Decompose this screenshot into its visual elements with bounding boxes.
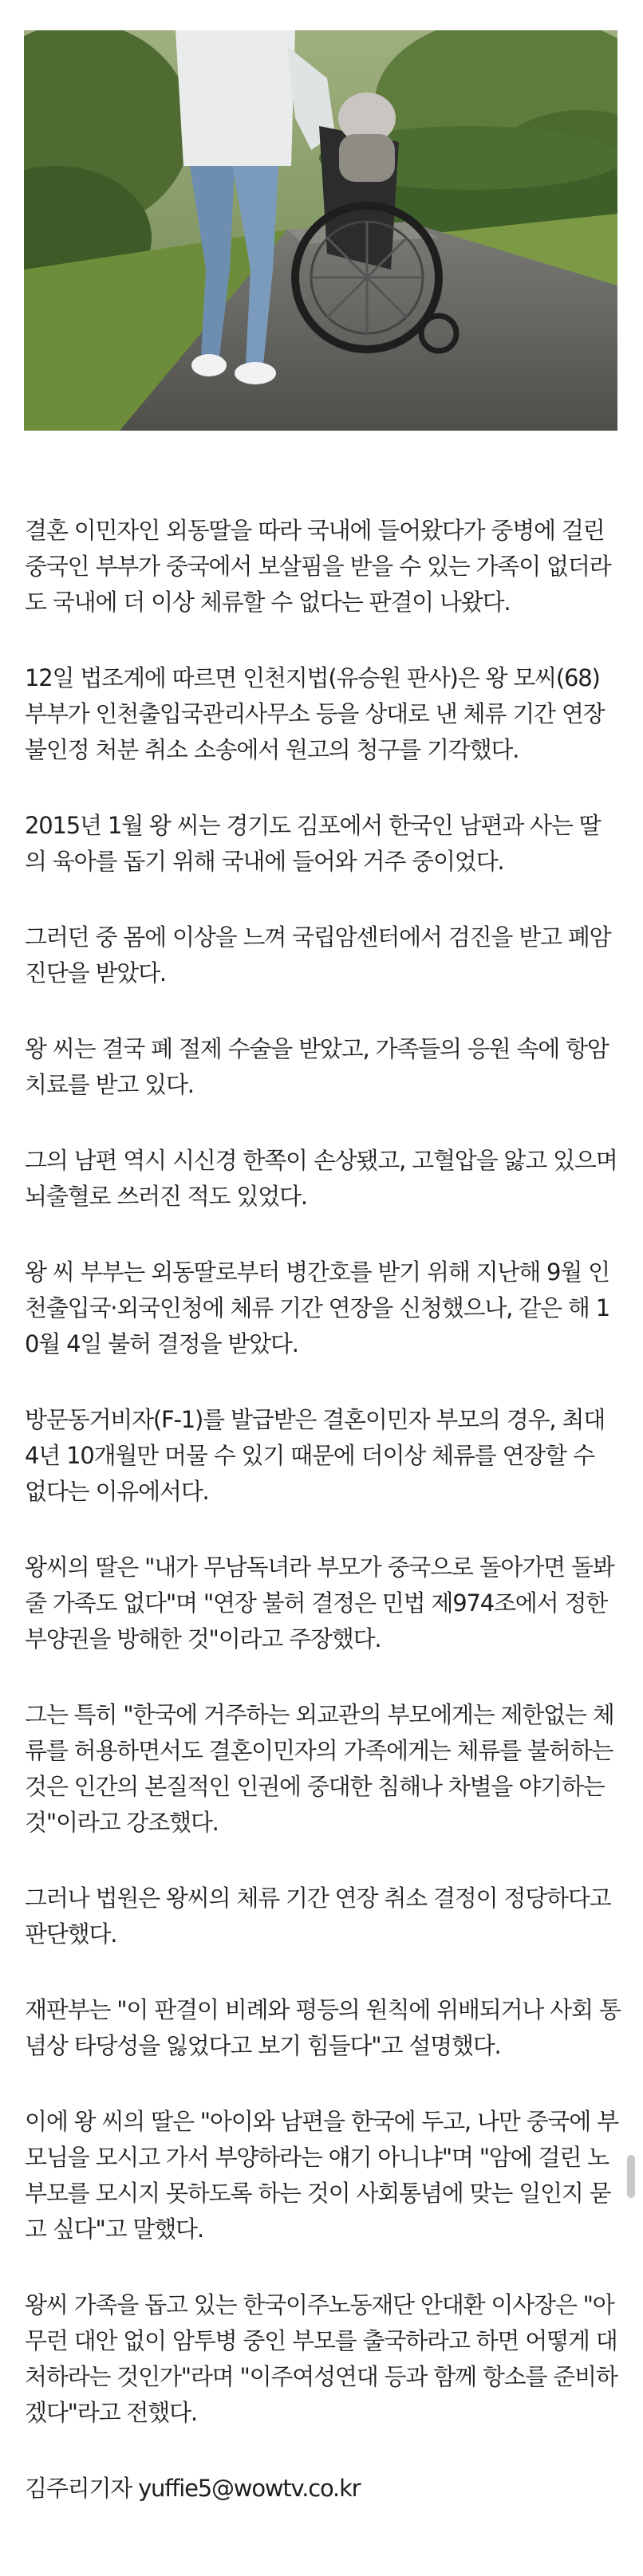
article-photo <box>24 30 617 431</box>
scrollbar-thumb[interactable] <box>627 2155 635 2198</box>
article-byline: 김주리기자 yuffie5@wowtv.co.kr <box>25 2475 361 2502</box>
article-paragraph: 그의 남편 역시 시신경 한쪽이 손상됐고, 고혈압을 앓고 있으며 뇌출혈로 쓰러진 적도 있었다. <box>25 1147 617 1210</box>
article-paragraph: 왕 씨 부부는 외동딸로부터 병간호를 받기 위해 지난해 9월 인천출입국·외국인청에 체류 기간 연장을 신청했으나, 같은 해 10월 4일 불허 결정을 받았다. <box>25 1258 609 1357</box>
article-body <box>25 513 621 2546</box>
article-paragraph: 재판부는 "이 판결이 비례와 평등의 원칙에 위배되거나 사회 통념상 타당성을 잃었다고 보기 힘들다"고 설명했다. <box>25 1996 621 2059</box>
article-paragraph: 12일 법조계에 따르면 인천지법(유승원 판사)은 왕 모씨(68) 부부가 인천출입국관리사무소 등을 상대로 낸 체류 기간 연장 불인정 처분 취소 소송에서 원고의 청구를 기각했다. <box>25 664 605 763</box>
photo-wheelchair-park-icon <box>24 30 617 431</box>
article-paragraph: 결혼 이민자인 외동딸을 따라 국내에 들어왔다가 중병에 걸린 중국인 부부가 중국에서 보살핌을 받을 수 있는 가족이 없더라도 국내에 더 이상 체류할 수 없다는 판결이 나왔다. <box>25 517 611 616</box>
article-paragraph: 왕씨의 딸은 "내가 무남독녀라 부모가 중국으로 돌아가면 돌봐줄 가족도 없다"며 "연장 불허 결정은 민법 제974조에서 정한 부양권을 방해한 것"이라고 주장했다. <box>25 1554 614 1652</box>
article-paragraph: 그러던 중 몸에 이상을 느껴 국립암센터에서 검진을 받고 폐암 진단을 받았다. <box>25 924 611 987</box>
article-paragraph: 왕씨 가족을 돕고 있는 한국이주노동재단 안대환 이사장은 "아무런 대안 없이 암투병 중인 부모를 출국하라고 하면 어떻게 대처하라는 것인가"라며 "이주여성연대 등과 함께 항소를 준비하겠다"라고 전했다. <box>25 2291 617 2426</box>
article-paragraph: 방문동거비자(F-1)를 발급받은 결혼이민자 부모의 경우, 최대 4년 10개월만 머물 수 있기 때문에 더이상 체류를 연장할 수 없다는 이유에서다. <box>25 1406 606 1505</box>
article-paragraph: 그러나 법원은 왕씨의 체류 기간 연장 취소 결정이 정당하다고 판단했다. <box>25 1885 611 1948</box>
article-paragraph: 그는 특히 "한국에 거주하는 외교관의 부모에게는 제한없는 체류를 허용하면서도 결혼이민자의 가족에게는 체류를 불허하는 것은 인간의 본질적인 인권에 중대한 침해나 차별을 야기하는 것"이라고 강조했다. <box>25 1701 614 1836</box>
article-paragraph: 2015년 1월 왕 씨는 경기도 김포에서 한국인 남편과 사는 딸의 육아를 돕기 위해 국내에 들어와 거주 중이었다. <box>25 812 601 875</box>
article-paragraph: 이에 왕 씨의 딸은 "아이와 남편을 한국에 두고, 나만 중국에 부모님을 모시고 가서 부양하라는 얘기 아니냐"며 "암에 걸린 노부모를 모시지 못하도록 하는 것이 사회통념에 맞는 일인지 묻고 싶다"고 말했다. <box>25 2108 618 2243</box>
article-paragraph: 왕 씨는 결국 폐 절제 수술을 받았고, 가족들의 응원 속에 항암 치료를 받고 있다. <box>25 1035 609 1098</box>
